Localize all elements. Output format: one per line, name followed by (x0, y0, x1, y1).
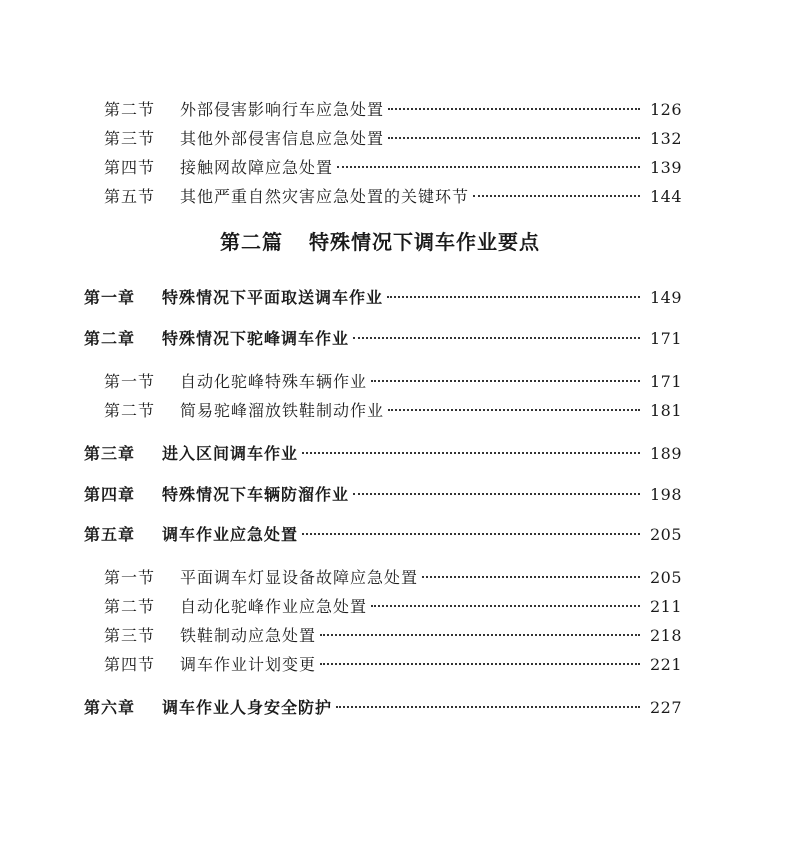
page-number: 181 (649, 401, 682, 420)
toc-entry-section[interactable] (104, 652, 682, 675)
dot-leader (387, 296, 640, 298)
dot-leader (320, 634, 640, 636)
section-number: 第一节 (104, 568, 156, 587)
toc-entry-chapter[interactable] (84, 285, 682, 308)
chapter-title: 特殊情况下平面取送调车作业 (162, 288, 384, 307)
chapter-number: 第六章 (84, 698, 136, 717)
toc-entry-section[interactable] (104, 184, 682, 207)
toc-entry-chapter[interactable] (84, 326, 682, 349)
dot-leader (422, 576, 640, 578)
dot-leader (388, 137, 640, 139)
dot-leader (473, 195, 640, 197)
toc-entry-section[interactable] (104, 623, 682, 646)
page-number: 211 (649, 597, 682, 616)
chapter-title: 调车作业人身安全防护 (162, 698, 333, 717)
section-title: 铁鞋制动应急处置 (180, 626, 317, 645)
toc-entry-section[interactable] (104, 565, 682, 588)
section-title: 调车作业计划变更 (180, 655, 317, 674)
section-number: 第二节 (104, 401, 156, 420)
page-number: 205 (649, 525, 682, 544)
section-number: 第四节 (104, 655, 156, 674)
page-number: 171 (649, 372, 682, 391)
section-number: 第二节 (104, 100, 156, 119)
page-number: 218 (649, 626, 682, 645)
dot-leader (320, 663, 640, 665)
section-title: 其他严重自然灾害应急处置的关键环节 (180, 187, 470, 206)
dot-leader (302, 533, 640, 535)
section-number: 第三节 (104, 129, 156, 148)
page-number: 139 (649, 158, 682, 177)
section-number: 第一节 (104, 372, 156, 391)
chapter-title: 特殊情况下车辆防溜作业 (162, 485, 350, 504)
page-number: 189 (649, 444, 682, 463)
toc-entry-chapter[interactable] (84, 482, 682, 505)
toc-entry-chapter[interactable] (84, 522, 682, 545)
part-title: 特殊情况下调车作业要点 (309, 230, 540, 254)
chapter-number: 第一章 (84, 288, 136, 307)
chapter-title: 进入区间调车作业 (162, 444, 299, 463)
page-number: 144 (649, 187, 682, 206)
chapter-number: 第二章 (84, 329, 136, 348)
page-number: 221 (649, 655, 682, 674)
chapter-number: 第三章 (84, 444, 136, 463)
section-number: 第四节 (104, 158, 156, 177)
page-number: 205 (649, 568, 682, 587)
toc-entry-section[interactable] (104, 155, 682, 178)
dot-leader (388, 108, 640, 110)
dot-leader (337, 166, 640, 168)
page-number: 132 (649, 129, 682, 148)
page-number: 198 (649, 485, 682, 504)
dot-leader (388, 409, 640, 411)
chapter-number: 第五章 (84, 525, 136, 544)
chapter-title: 特殊情况下驼峰调车作业 (162, 329, 350, 348)
page-number: 227 (649, 698, 682, 717)
section-title: 简易驼峰溜放铁鞋制动作业 (180, 401, 385, 420)
toc-entry-section[interactable] (104, 97, 682, 120)
section-number: 第五节 (104, 187, 156, 206)
toc-entry-chapter[interactable] (84, 441, 682, 464)
toc-entry-chapter[interactable] (84, 695, 682, 718)
section-title: 接触网故障应急处置 (180, 158, 334, 177)
section-number: 第三节 (104, 626, 156, 645)
chapter-title: 调车作业应急处置 (162, 525, 299, 544)
section-title: 自动化驼峰作业应急处置 (180, 597, 368, 616)
section-title: 外部侵害影响行车应急处置 (180, 100, 385, 119)
toc-entry-section[interactable] (104, 398, 682, 421)
dot-leader (371, 605, 640, 607)
dot-leader (336, 706, 640, 708)
section-title: 平面调车灯显设备故障应急处置 (180, 568, 419, 587)
section-number: 第二节 (104, 597, 156, 616)
toc-entry-section[interactable] (104, 594, 682, 617)
part-number: 第二篇 (220, 230, 283, 254)
chapter-number: 第四章 (84, 485, 136, 504)
section-title: 自动化驼峰特殊车辆作业 (180, 372, 368, 391)
section-title: 其他外部侵害信息应急处置 (180, 129, 385, 148)
toc-entry-section[interactable] (104, 126, 682, 149)
page-number: 171 (649, 329, 682, 348)
toc-entry-section[interactable] (104, 369, 682, 392)
dot-leader (353, 337, 640, 339)
page-number: 126 (649, 100, 682, 119)
part-heading (0, 226, 760, 255)
dot-leader (302, 452, 640, 454)
page-number: 149 (649, 288, 682, 307)
dot-leader (371, 380, 640, 382)
dot-leader (353, 493, 640, 495)
